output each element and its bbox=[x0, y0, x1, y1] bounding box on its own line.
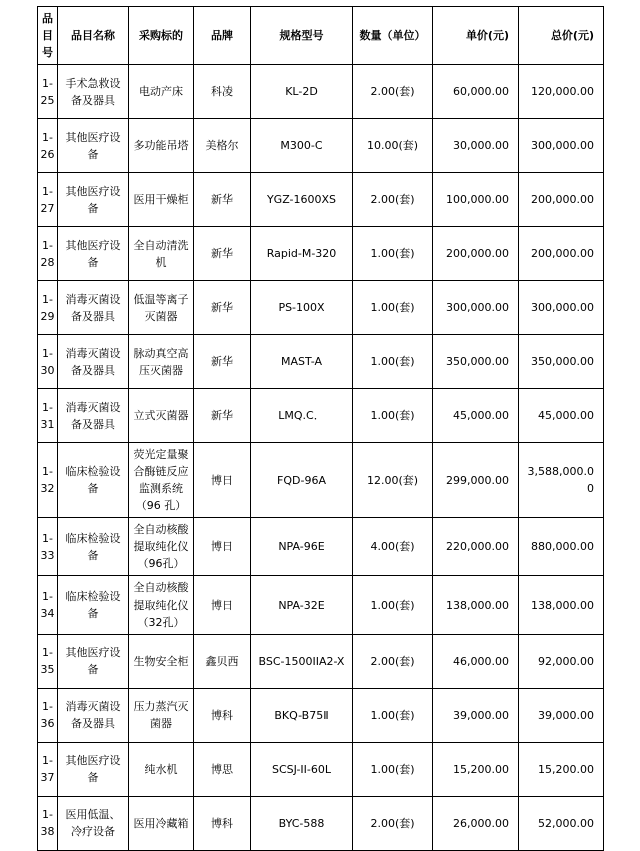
table-cell-unit-price: 200,000.00 bbox=[433, 227, 519, 281]
table-cell-model: FQD-96A bbox=[251, 443, 353, 518]
table-cell-brand: 新华 bbox=[194, 173, 251, 227]
table-cell-brand: 博日 bbox=[194, 576, 251, 634]
table-cell-procurement-target: 纯水机 bbox=[129, 742, 194, 796]
table-cell-procurement-target: 全自动核酸提取纯化仪（96孔） bbox=[129, 518, 194, 576]
table-cell-total-price: 3,588,000.00 bbox=[519, 443, 604, 518]
table-cell-unit-price: 45,000.00 bbox=[433, 389, 519, 443]
table-cell-brand: 博日 bbox=[194, 443, 251, 518]
table-cell-model: BYC-588 bbox=[251, 796, 353, 850]
table-cell-brand: 新华 bbox=[194, 227, 251, 281]
table-cell-unit-price: 220,000.00 bbox=[433, 518, 519, 576]
table-cell-quantity: 1.00(套) bbox=[353, 742, 433, 796]
col-header-model: 规格型号 bbox=[251, 7, 353, 65]
procurement-table bbox=[37, 6, 604, 851]
table-cell-procurement-target: 电动产床 bbox=[129, 65, 194, 119]
table-cell-model: MAST-A bbox=[251, 335, 353, 389]
table-cell-brand: 博科 bbox=[194, 796, 251, 850]
table-cell-quantity: 12.00(套) bbox=[353, 443, 433, 518]
table-cell-procurement-target: 立式灭菌器 bbox=[129, 389, 194, 443]
table-cell-item-no: 1-38 bbox=[38, 796, 58, 850]
table-cell-model: BSC-1500IIA2-X bbox=[251, 634, 353, 688]
table-cell-quantity: 2.00(套) bbox=[353, 796, 433, 850]
table-cell-model: KL-2D bbox=[251, 65, 353, 119]
table-cell-quantity: 4.00(套) bbox=[353, 518, 433, 576]
table-cell-item-no: 1-27 bbox=[38, 173, 58, 227]
table-cell-model: Rapid-M-320 bbox=[251, 227, 353, 281]
table-cell-total-price: 880,000.00 bbox=[519, 518, 604, 576]
table-row bbox=[38, 688, 604, 742]
table-cell-procurement-target: 全自动核酸提取纯化仪（32孔） bbox=[129, 576, 194, 634]
table-cell-quantity: 1.00(套) bbox=[353, 335, 433, 389]
col-header-item-name: 品目名称 bbox=[58, 7, 129, 65]
table-row bbox=[38, 443, 604, 518]
table-row bbox=[38, 227, 604, 281]
table-cell-item-name: 消毒灭菌设备及器具 bbox=[58, 389, 129, 443]
table-cell-unit-price: 60,000.00 bbox=[433, 65, 519, 119]
col-header-brand: 品牌 bbox=[194, 7, 251, 65]
table-cell-unit-price: 138,000.00 bbox=[433, 576, 519, 634]
table-cell-item-no: 1-37 bbox=[38, 742, 58, 796]
table-cell-unit-price: 46,000.00 bbox=[433, 634, 519, 688]
table-cell-procurement-target: 医用冷藏箱 bbox=[129, 796, 194, 850]
table-cell-quantity: 1.00(套) bbox=[353, 227, 433, 281]
table-cell-brand: 博科 bbox=[194, 688, 251, 742]
table-cell-model: YGZ-1600XS bbox=[251, 173, 353, 227]
table-row bbox=[38, 335, 604, 389]
table-cell-model: NPA-96E bbox=[251, 518, 353, 576]
table-cell-total-price: 39,000.00 bbox=[519, 688, 604, 742]
table-cell-procurement-target: 低温等离子灭菌器 bbox=[129, 281, 194, 335]
table-body bbox=[38, 65, 604, 850]
table-cell-brand: 新华 bbox=[194, 335, 251, 389]
table-cell-item-name: 手术急救设备及器具 bbox=[58, 65, 129, 119]
table-cell-item-name: 其他医疗设备 bbox=[58, 227, 129, 281]
table-cell-procurement-target: 脉动真空高压灭菌器 bbox=[129, 335, 194, 389]
table-cell-total-price: 15,200.00 bbox=[519, 742, 604, 796]
table-cell-item-no: 1-32 bbox=[38, 443, 58, 518]
table-cell-quantity: 10.00(套) bbox=[353, 119, 433, 173]
table-cell-brand: 新华 bbox=[194, 281, 251, 335]
table-cell-quantity: 1.00(套) bbox=[353, 576, 433, 634]
table-row bbox=[38, 119, 604, 173]
table-row bbox=[38, 173, 604, 227]
table-cell-model: SCSJ-II-60L bbox=[251, 742, 353, 796]
col-header-unit-price: 单价(元) bbox=[433, 7, 519, 65]
table-cell-item-name: 其他医疗设备 bbox=[58, 173, 129, 227]
table-cell-model: LMQ.C． bbox=[251, 389, 353, 443]
table-cell-item-no: 1-28 bbox=[38, 227, 58, 281]
table-cell-procurement-target: 多功能吊塔 bbox=[129, 119, 194, 173]
table-header-row bbox=[38, 7, 604, 65]
table-cell-total-price: 300,000.00 bbox=[519, 281, 604, 335]
table-cell-brand: 科凌 bbox=[194, 65, 251, 119]
table-cell-item-name: 消毒灭菌设备及器具 bbox=[58, 688, 129, 742]
table-cell-quantity: 2.00(套) bbox=[353, 634, 433, 688]
table-cell-item-no: 1-34 bbox=[38, 576, 58, 634]
table-cell-quantity: 2.00(套) bbox=[353, 65, 433, 119]
table-cell-item-name: 其他医疗设备 bbox=[58, 119, 129, 173]
table-cell-total-price: 200,000.00 bbox=[519, 227, 604, 281]
table-cell-unit-price: 300,000.00 bbox=[433, 281, 519, 335]
table-cell-item-name: 其他医疗设备 bbox=[58, 634, 129, 688]
table-cell-procurement-target: 压力蒸汽灭菌器 bbox=[129, 688, 194, 742]
table-cell-quantity: 1.00(套) bbox=[353, 281, 433, 335]
table-cell-quantity: 2.00(套) bbox=[353, 173, 433, 227]
table-cell-item-no: 1-29 bbox=[38, 281, 58, 335]
table-cell-model: NPA-32E bbox=[251, 576, 353, 634]
table-row bbox=[38, 65, 604, 119]
table-cell-total-price: 200,000.00 bbox=[519, 173, 604, 227]
table-cell-procurement-target: 生物安全柜 bbox=[129, 634, 194, 688]
table-cell-item-name: 临床检验设备 bbox=[58, 443, 129, 518]
table-cell-procurement-target: 荧光定量聚合酶链反应监测系统（96 孔） bbox=[129, 443, 194, 518]
table-row bbox=[38, 389, 604, 443]
table-cell-item-no: 1-30 bbox=[38, 335, 58, 389]
table-cell-model: PS-100X bbox=[251, 281, 353, 335]
table-cell-unit-price: 15,200.00 bbox=[433, 742, 519, 796]
table-row bbox=[38, 796, 604, 850]
table-cell-item-name: 临床检验设备 bbox=[58, 576, 129, 634]
table-cell-item-no: 1-25 bbox=[38, 65, 58, 119]
table-cell-item-no: 1-35 bbox=[38, 634, 58, 688]
table-cell-brand: 美格尔 bbox=[194, 119, 251, 173]
table-row bbox=[38, 576, 604, 634]
table-cell-procurement-target: 全自动清洗机 bbox=[129, 227, 194, 281]
table-cell-item-no: 1-36 bbox=[38, 688, 58, 742]
col-header-procurement-target: 采购标的 bbox=[129, 7, 194, 65]
table-cell-brand: 新华 bbox=[194, 389, 251, 443]
table-row bbox=[38, 634, 604, 688]
table-cell-brand: 鑫贝西 bbox=[194, 634, 251, 688]
table-cell-item-name: 其他医疗设备 bbox=[58, 742, 129, 796]
col-header-item-no: 品目号 bbox=[38, 7, 58, 65]
table-cell-unit-price: 299,000.00 bbox=[433, 443, 519, 518]
table-cell-brand: 博思 bbox=[194, 742, 251, 796]
table-cell-total-price: 350,000.00 bbox=[519, 335, 604, 389]
table-cell-unit-price: 100,000.00 bbox=[433, 173, 519, 227]
table-cell-item-no: 1-33 bbox=[38, 518, 58, 576]
table-cell-item-name: 消毒灭菌设备及器具 bbox=[58, 335, 129, 389]
col-header-quantity: 数量（单位） bbox=[353, 7, 433, 65]
table-cell-brand: 博日 bbox=[194, 518, 251, 576]
col-header-total-price: 总价(元) bbox=[519, 7, 604, 65]
table-cell-unit-price: 26,000.00 bbox=[433, 796, 519, 850]
table-cell-item-name: 消毒灭菌设备及器具 bbox=[58, 281, 129, 335]
table-cell-item-no: 1-26 bbox=[38, 119, 58, 173]
table-cell-total-price: 45,000.00 bbox=[519, 389, 604, 443]
table-row bbox=[38, 518, 604, 576]
table-cell-total-price: 300,000.00 bbox=[519, 119, 604, 173]
table-cell-model: BKQ-B75Ⅱ bbox=[251, 688, 353, 742]
table-cell-unit-price: 39,000.00 bbox=[433, 688, 519, 742]
table-cell-total-price: 92,000.00 bbox=[519, 634, 604, 688]
table-cell-total-price: 120,000.00 bbox=[519, 65, 604, 119]
table-cell-model: M300-C bbox=[251, 119, 353, 173]
table-cell-total-price: 138,000.00 bbox=[519, 576, 604, 634]
table-cell-unit-price: 350,000.00 bbox=[433, 335, 519, 389]
procurement-table-container bbox=[37, 6, 604, 851]
table-cell-unit-price: 30,000.00 bbox=[433, 119, 519, 173]
table-cell-quantity: 1.00(套) bbox=[353, 389, 433, 443]
table-cell-quantity: 1.00(套) bbox=[353, 688, 433, 742]
table-row bbox=[38, 742, 604, 796]
table-cell-total-price: 52,000.00 bbox=[519, 796, 604, 850]
table-cell-procurement-target: 医用干燥柜 bbox=[129, 173, 194, 227]
table-cell-item-no: 1-31 bbox=[38, 389, 58, 443]
table-cell-item-name: 医用低温、冷疗设备 bbox=[58, 796, 129, 850]
table-row bbox=[38, 281, 604, 335]
table-cell-item-name: 临床检验设备 bbox=[58, 518, 129, 576]
